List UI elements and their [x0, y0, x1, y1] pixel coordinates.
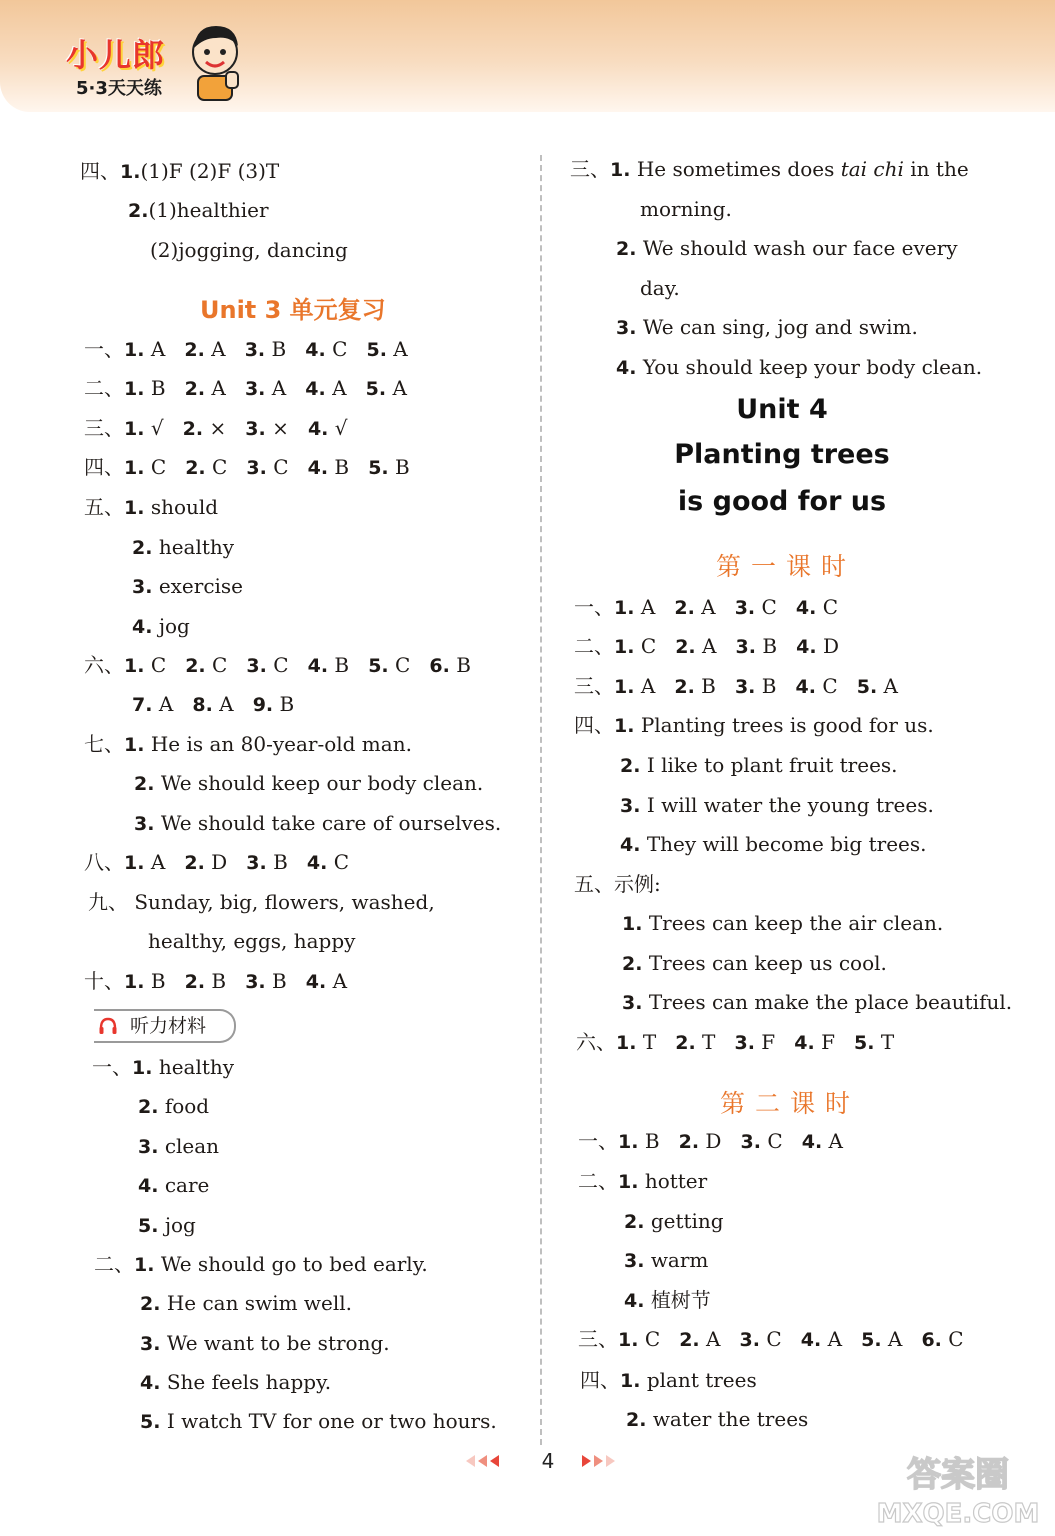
list-item: 五、示例: [574, 872, 661, 896]
list-item: 5. jog [138, 1213, 196, 1237]
list-item: 2. getting [624, 1209, 724, 1233]
page-footer [440, 1446, 640, 1476]
list-item: 3. I will water the young trees. [620, 793, 934, 817]
list-item: 一、1. A 2. A 3. B 4. C 5. A [84, 337, 408, 361]
list-item: 四、1. Planting trees is good for us. [574, 713, 934, 737]
left-arrow-icon [490, 1455, 499, 1467]
list-item: 三、1. A 2. B 3. B 4. C 5. A [574, 674, 898, 698]
list-item: 2. We should keep our body clean. [134, 771, 484, 795]
list-item: 1. Trees can keep the air clean. [622, 911, 944, 935]
listening-material-badge [94, 1009, 236, 1043]
list-item: 3. clean [138, 1134, 220, 1158]
left-arrow-icon [466, 1455, 475, 1467]
list-item: 四、1. C 2. C 3. C 4. B 5. B [84, 455, 410, 479]
list-item: 4. She feels happy. [140, 1370, 332, 1394]
list-item: 八、1. A 2. D 3. B 4. C [84, 850, 349, 874]
list-item: 2. I like to plant fruit trees. [620, 753, 898, 777]
list-item: day. [640, 276, 680, 300]
list-item: 2. We should wash our face every [616, 236, 958, 260]
mascot-boy-icon [186, 18, 244, 104]
unit3-review-heading: Unit 3 单元复习 [200, 296, 386, 324]
lesson-2-heading: 第二课时 [720, 1089, 861, 1118]
list-item: 一、1. B 2. D 3. C 4. A [578, 1129, 843, 1153]
list-item: 三、1. C 2. A 3. C 4. A 5. A 6. C [578, 1327, 964, 1351]
list-item: 六、1. T 2. T 3. F 4. F 5. T [576, 1030, 895, 1054]
list-item: morning. [640, 197, 732, 221]
list-item: 六、1. C 2. C 3. C 4. B 5. C 6. B [84, 653, 471, 677]
list-item: 二、1. C 2. A 3. B 4. D [574, 634, 839, 658]
list-item: 七、1. He is an 80-year-old man. [84, 732, 412, 756]
list-item: 一、1. A 2. A 3. C 4. C [574, 595, 839, 619]
list-item: 十、1. B 2. B 3. B 4. A [84, 969, 348, 993]
left-arrow-icon [478, 1455, 487, 1467]
list-item: 4. They will become big trees. [620, 832, 927, 856]
right-arrow-icon [606, 1455, 615, 1467]
list-item: 2. Trees can keep us cool. [622, 951, 887, 975]
list-item: 2. food [138, 1094, 210, 1118]
list-item: 2.(1)healthier [128, 198, 269, 222]
unit4-title-line3: is good for us [677, 486, 887, 517]
list-item: 二、1. hotter [578, 1169, 708, 1193]
lesson-1-heading: 第一课时 [716, 552, 857, 581]
watermark-logo [868, 1448, 1048, 1532]
list-item: 二、1. B 2. A 3. A 4. A 5. A [84, 376, 407, 400]
list-item: 2. He can swim well. [140, 1291, 353, 1315]
list-item: 4. jog [132, 614, 190, 638]
list-item: 4. care [138, 1173, 210, 1197]
list-item: 4. You should keep your body clean. [616, 355, 983, 379]
right-arrow-icon [594, 1455, 603, 1467]
list-item: 7. A 8. A 9. B [132, 692, 295, 716]
headphones-icon [98, 1016, 118, 1036]
watermark-line2: MXQE.COM [876, 1499, 1040, 1529]
list-item: 3. We should take care of ourselves. [134, 811, 502, 835]
listening-material-label: 听力材料 [130, 1015, 207, 1037]
unit4-title-line2: Planting trees [674, 439, 890, 470]
list-item: (2)jogging, dancing [150, 238, 348, 262]
list-item: healthy, eggs, happy [148, 929, 356, 953]
list-item: 一、1. healthy [92, 1055, 235, 1079]
list-item: 3. warm [624, 1248, 709, 1272]
list-item: 3. Trees can make the place beautiful. [622, 990, 1013, 1014]
list-item: 三、1. √ 2. × 3. × 4. √ [84, 416, 348, 440]
list-item: 3. We want to be strong. [140, 1331, 390, 1355]
list-item: 二、1. We should go to bed early. [94, 1252, 428, 1276]
column-divider [540, 155, 542, 1445]
list-item: 四、1.(1)F (2)F (3)T [80, 159, 280, 183]
unit4-title-line1: Unit 4 [736, 394, 828, 425]
list-item: 5. I watch TV for one or two hours. [140, 1409, 497, 1433]
list-item: 五、1. should [84, 495, 219, 519]
right-arrow-icon [582, 1455, 591, 1467]
brand-logo: 小儿郎 [66, 36, 166, 74]
list-item: 2. healthy [132, 535, 235, 559]
list-item: 三、1. He sometimes does tai chi in the [570, 157, 969, 181]
list-item: 2. water the trees [626, 1407, 809, 1431]
list-item: 4. 植树节 [624, 1288, 711, 1312]
series-label: 5·3天天练 [76, 78, 162, 99]
watermark-line1: 答案圈 [907, 1455, 1009, 1495]
list-item: 3. We can sing, jog and swim. [616, 315, 918, 339]
list-item: 3. exercise [132, 574, 244, 598]
page-number: 4 [541, 1449, 555, 1473]
list-item: 四、1. plant trees [580, 1368, 757, 1392]
list-item: 九、 Sunday, big, flowers, washed, [88, 890, 435, 914]
